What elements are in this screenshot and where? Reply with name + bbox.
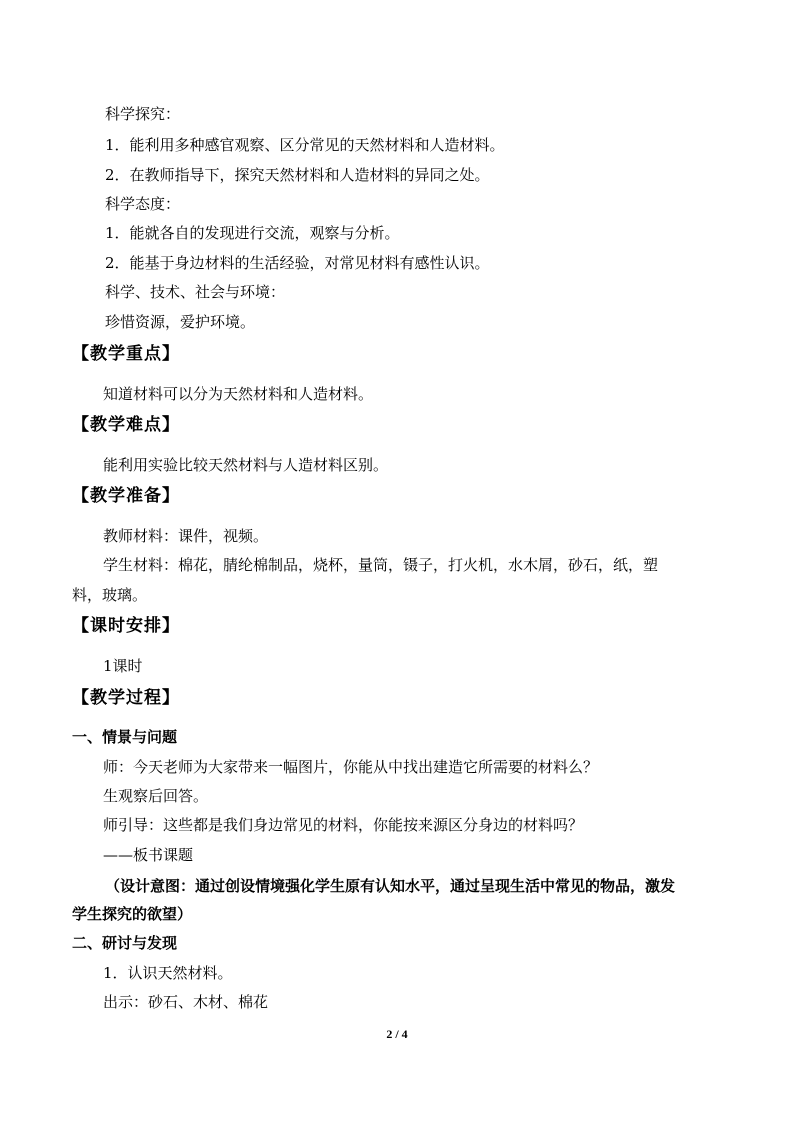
section-2-line-1: 1．认识天然材料。 bbox=[103, 964, 233, 982]
page-number: 2 / 4 bbox=[386, 1027, 408, 1041]
science-inquiry-item-2: 2．在教师指导下，探究天然材料和人造材料的异同之处。 bbox=[105, 166, 490, 184]
schedule-text: 1课时 bbox=[103, 657, 143, 675]
difficulties-text: 能利用实验比较天然材料与人造材料区别。 bbox=[103, 456, 389, 474]
section-1-line-3: 师引导：这些都是我们身边常见的材料，你能按来源区分身边的材料吗？ bbox=[103, 816, 584, 834]
section-2-line-2: 出示：砂石、木材、棉花 bbox=[103, 993, 269, 1011]
science-inquiry-title: 科学探究： bbox=[105, 105, 181, 123]
process-heading: 【教学过程】 bbox=[72, 688, 180, 708]
schedule-heading: 【课时安排】 bbox=[72, 616, 180, 636]
design-intent-line-2: 学生探究的欲望） bbox=[72, 905, 193, 923]
difficulties-heading: 【教学难点】 bbox=[72, 415, 180, 435]
student-materials-line-2: 料，玻璃。 bbox=[72, 586, 148, 604]
section-1-line-2: 生观察后回答。 bbox=[103, 787, 209, 805]
key-points-text: 知道材料可以分为天然材料和人造材料。 bbox=[103, 385, 374, 403]
student-materials-line-1: 学生材料：棉花，腈纶棉制品，烧杯，量筒，镊子，打火机，水木屑，砂石，纸，塑 bbox=[103, 556, 659, 574]
key-points-heading: 【教学重点】 bbox=[72, 344, 180, 364]
science-attitude-item-2: 2．能基于身边材料的生活经验，对常见材料有感性认识。 bbox=[105, 254, 490, 272]
stse-item-1: 珍惜资源，爱护环境。 bbox=[105, 313, 256, 331]
section-1-line-1: 师：今天老师为大家带来一幅图片，你能从中找出建造它所需要的材料么？ bbox=[103, 758, 599, 776]
science-attitude-title: 科学态度： bbox=[105, 195, 181, 213]
section-1-line-4: ——板书课题 bbox=[103, 846, 194, 864]
section-2-title: 二、研讨与发现 bbox=[72, 934, 178, 952]
section-1-title: 一、情景与问题 bbox=[72, 728, 178, 746]
preparation-heading: 【教学准备】 bbox=[72, 486, 180, 506]
teacher-materials: 教师材料：课件，视频。 bbox=[103, 527, 269, 545]
stse-title: 科学、技术、社会与环境： bbox=[105, 283, 286, 301]
science-attitude-item-1: 1．能就各自的发现进行交流，观察与分析。 bbox=[105, 224, 400, 242]
design-intent-line-1: （设计意图：通过创设情境强化学生原有认知水平，通过呈现生活中常见的物品，激发 bbox=[105, 877, 676, 895]
science-inquiry-item-1: 1．能利用多种感官观察、区分常见的天然材料和人造材料。 bbox=[105, 136, 505, 154]
